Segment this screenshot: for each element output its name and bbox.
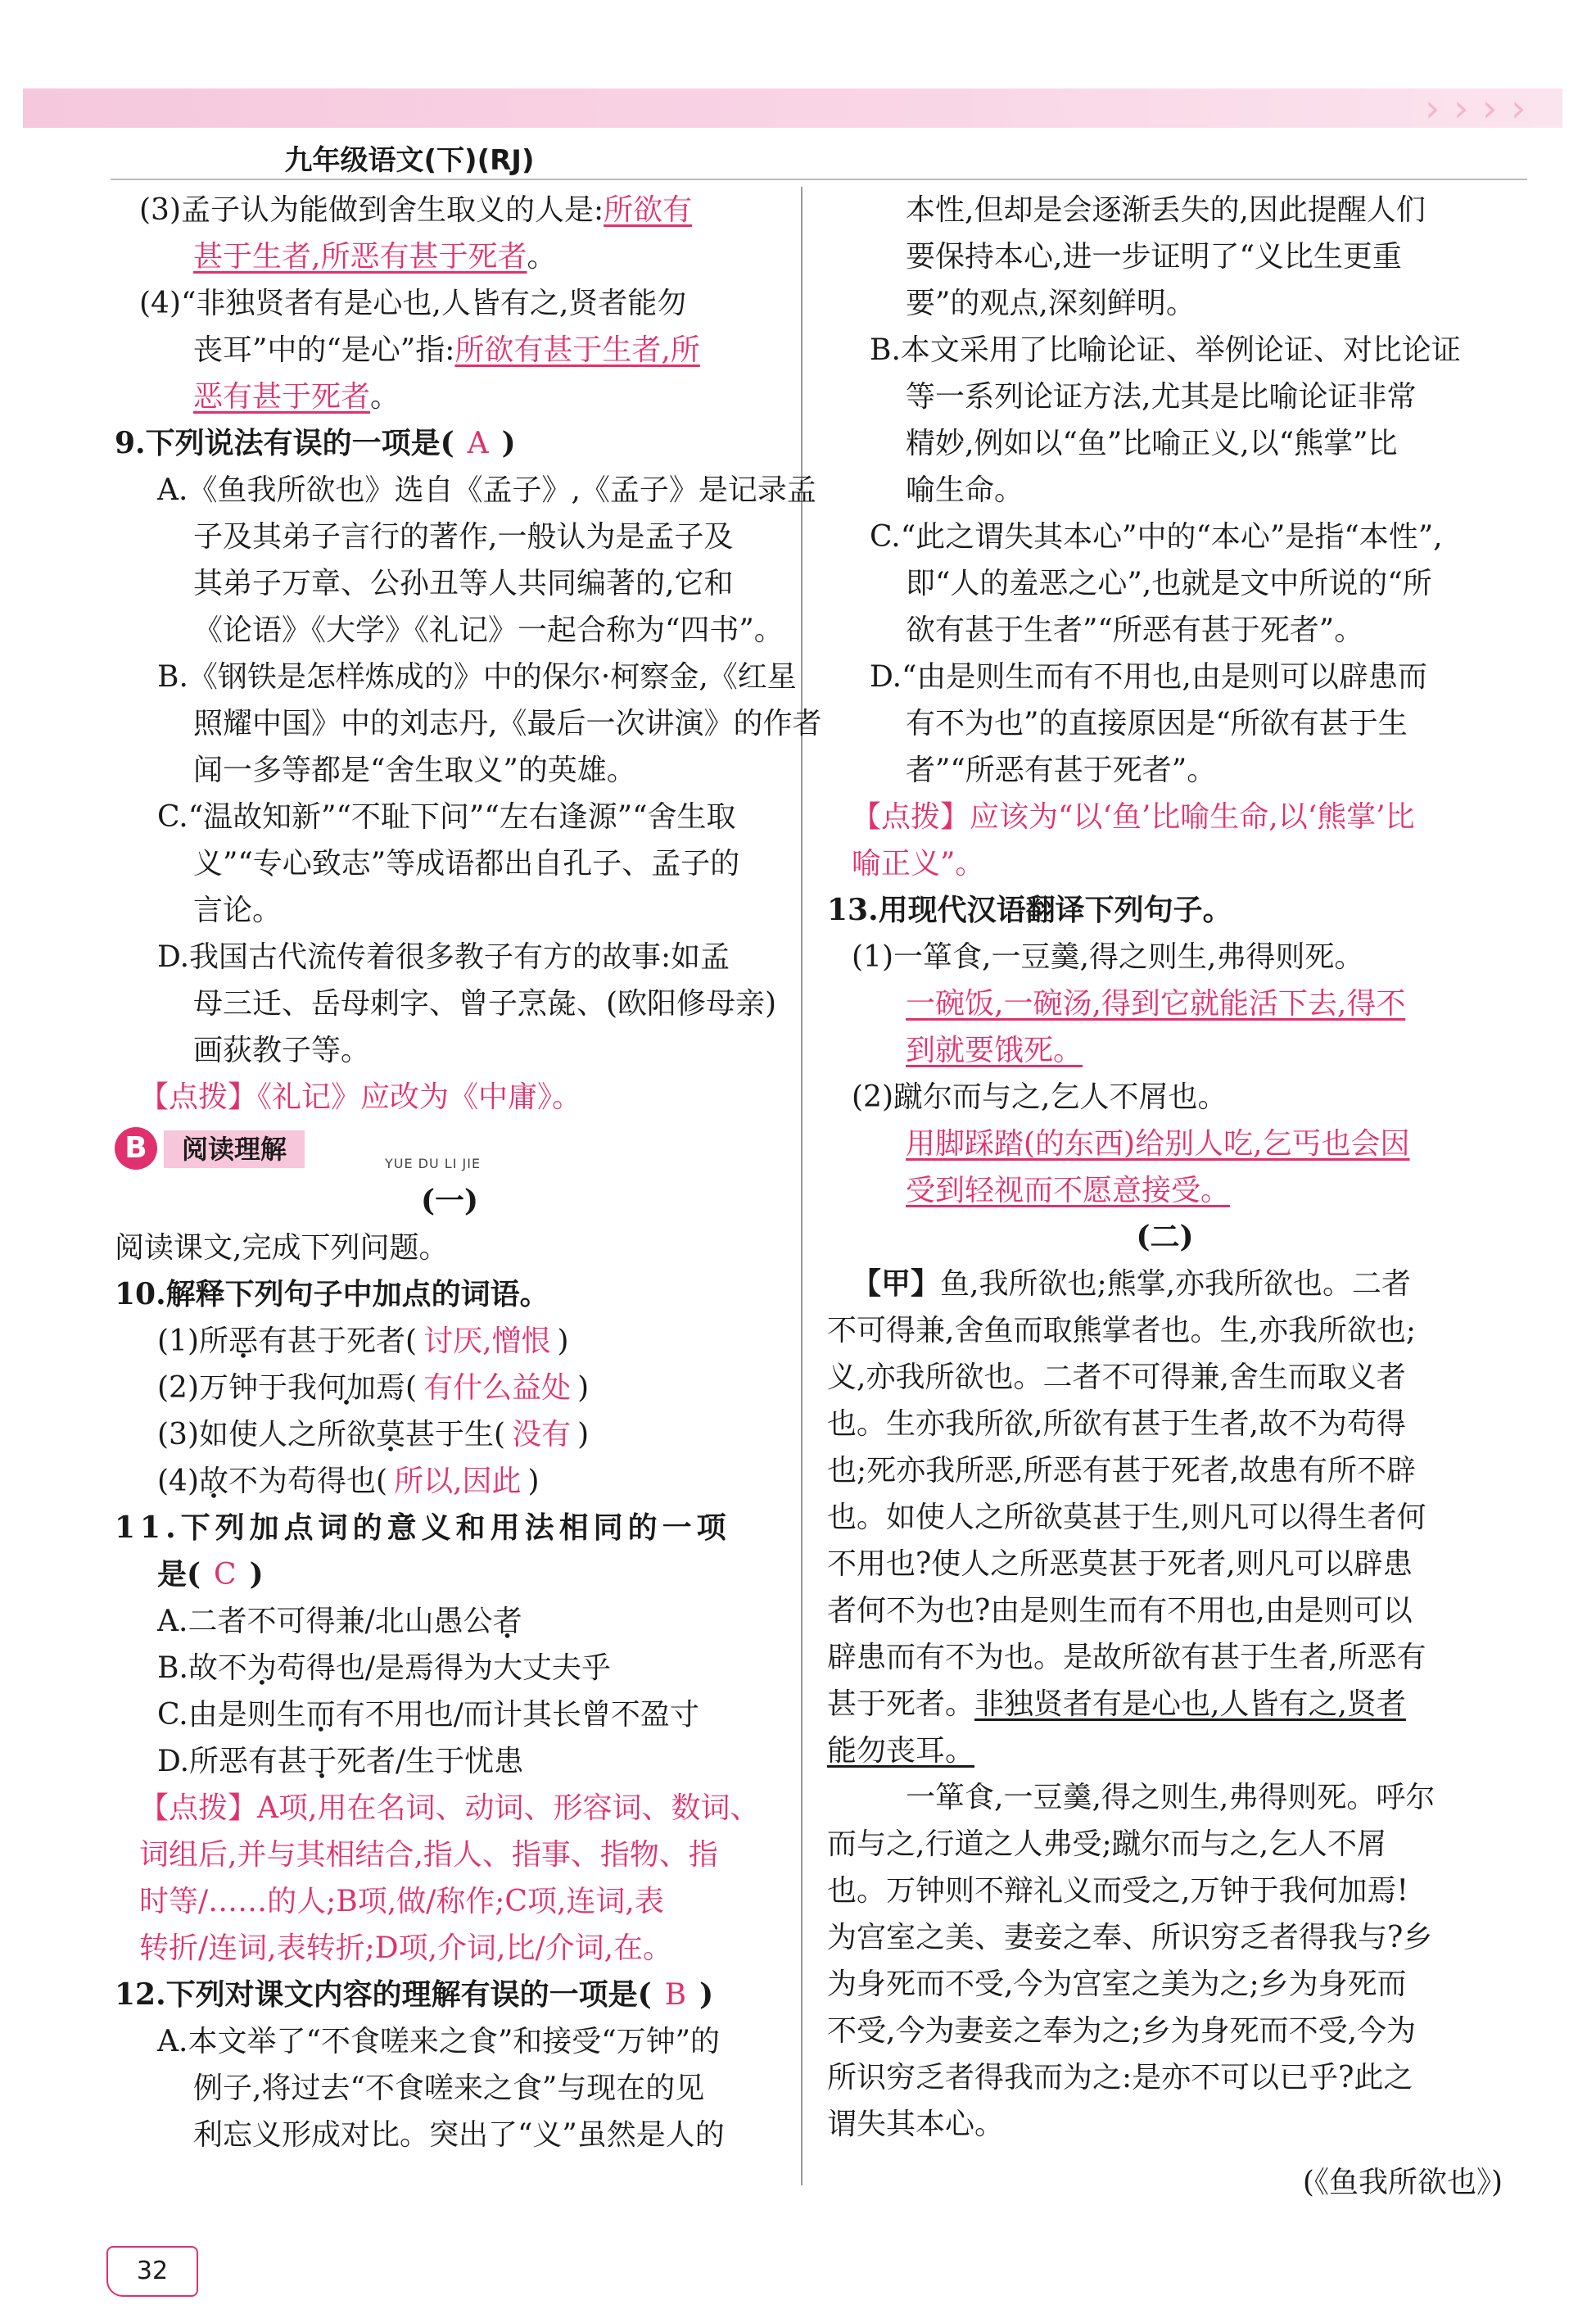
q8-4-line2: 丧耳”中的“是心”指:所欲有甚于生者,所 (193, 333, 700, 367)
q13-stem: 13.用现代汉语翻译下列句子。 (827, 893, 1232, 927)
q11-stem: 11.下列加点词的意义和用法相同的一项 (115, 1510, 731, 1545)
q12-option-a: A.本文举了“不食嗟来之食”和接受“万钟”的 例子,将过去“不食嗟来之食”与现在的见 利忘义形成对比。突出了“义”虽然是人的 (157, 2025, 725, 2152)
header-banner (23, 88, 1562, 128)
q11-option-c: C.由是则生而有不用也/而计其长曾不盈寸 (157, 1698, 699, 1732)
q9-option-a: A.《鱼我所欲也》选自《孟子》,《孟子》是记录孟 子及其弟子言行的著作,一般认为是孟子及 其弟子万章、公孙丑等人共同编著的,它和 《论语》《大学》《礼记》一起合称为“四书”。 (157, 473, 816, 647)
page-number: 32 (106, 2246, 198, 2297)
instruction: 阅读课文,完成下列问题。 (115, 1231, 449, 1265)
section-b-badge (115, 1121, 784, 1178)
q9-hint: 【点拨】《礼记》应改为《中庸》。 (139, 1080, 582, 1114)
passage-underlined-line: 甚于死者。非独贤者有是心也,人皆有之,贤者 (827, 1687, 1406, 1721)
q12-option-a-cont: 本性,但却是会逐渐丢失的,因此提醒人们 要保持本心,进一步证明了“义比生更重 要”的观点,深刻鲜明。 (906, 193, 1426, 320)
chevron-right-icon: › (1425, 86, 1440, 130)
section-subtitle: YUE DU LI JIE (385, 1156, 482, 1171)
chevron-right-icon: › (1482, 86, 1498, 130)
q10-item-1: (1)所恶有甚于死者( 讨厌,憎恨 ) (157, 1325, 569, 1358)
q8-4-line1: (4)“非独贤者有是心也,人皆有之,贤者能勿 (139, 287, 687, 320)
header-divider (111, 179, 1527, 180)
q13-answer-2: 用脚踩踏(的东西)给别人吃,乞丐也会因 受到轻视而不愿意接受。 (906, 1127, 1410, 1207)
q10-stem: 10.解释下列句子中加点的词语。 (115, 1277, 549, 1311)
q9-option-d: D.我国古代流传着很多教子有方的故事:如孟 母三迁、岳母刺字、曾子烹彘、(欧阳修母亲) 画荻教子等。 (157, 940, 777, 1067)
passage-source: (《鱼我所欲也》) (1302, 2166, 1503, 2199)
q11-option-b: B.故不为苟得也/是焉得为大丈夫乎 (157, 1651, 612, 1685)
passage: 【甲】鱼,我所欲也;熊掌,亦我所欲也。二者 不可得兼,舍鱼而取熊掌者也。生,亦我所欲也; 义,亦我所欲也。二者不可得兼,舍生而取义者 也。生亦我所欲,所欲有甚于生者,故不为苟得 也;死亦我所恶,所恶有甚于死者,故患有所不辟 也。如使人之所欲莫甚于生,则凡可以得生者何 不用也?使人之所恶莫甚于死者,则凡可以辟患 者何不为也?由是则生而有不用也,由是则可以 辟患而有不为也。是故所欲有甚于生者,所恶有 甚于死者。非独贤者有是心也,人皆有之,贤者 能勿丧耳。 一箪食,一豆羹,得之则生,弗得则死。呼尔 而与之,行道之人弗受;蹴尔而与之,乞人不屑 也。万钟则不辩礼义而受之,万钟于我何加焉! 为宫室之美、妻妾之奉、所识穷乏者得我与?乡 为身死而不受,今为宫室之美为之;乡为身死而 不受,今为妻妾之奉为之;乡为身死而不受,今为 所识穷乏者得我而为之:是亦不可以已乎?此之 谓失其本心。 (《鱼我所欲也》) (827, 1261, 1503, 2206)
section-letter: B (115, 1127, 157, 1170)
q9-option-c: C.“温故知新”“不耻下问”“左右逢源”“舍生取 义”“专心致志”等成语都出自孔子、孟子的 言论。 (157, 800, 740, 927)
q8-3: (3)孟子认为能做到舍生取义的人是:所欲有 (139, 193, 693, 227)
q11-hint: 【点拨】A项,用在名词、动词、形容词、数词、 词组后,并与其相结合,指人、指事、指物、指 时等/……的人;B项,做/称作;C项,连词,表 转折/连词,表转折;D项,介词,比/介词,在。 (139, 1791, 760, 1965)
q13-sentence-2: (2)蹴尔而与之,乞人不屑也。 (852, 1080, 1228, 1114)
left-column (115, 187, 822, 2158)
chevron-right-icon: › (1454, 86, 1469, 130)
q12-hint: 【点拨】应该为“以‘鱼’比喻生命,以‘熊掌’比 喻正义”。 (852, 800, 1415, 881)
q8-3-cont: 甚于生者,所恶有甚于死者。 (193, 240, 557, 274)
passage-tag: 【甲】 (852, 1266, 941, 1301)
q11-option-d: D.所恶有甚于死者/生于忧患 (157, 1745, 524, 1778)
q12-option-d: D.“由是则生而有不用也,由是则可以辟患而 有不为也”的直接原因是“所欲有甚于生 者”“所恶有甚于死者”。 (870, 660, 1427, 787)
q13-answer-1: 一碗饭,一碗汤,得到它就能活下去,得不 到就要饿死。 (906, 987, 1406, 1067)
part1-title: (一) (420, 1184, 479, 1218)
part2-title: (二) (1136, 1220, 1194, 1254)
q8-4-line3: 恶有甚于死者。 (193, 380, 400, 414)
section-title: 阅读理解 (164, 1130, 305, 1168)
q11-stem-cont: 是( C ) (157, 1557, 264, 1592)
q12-option-b: B.本文采用了比喻论证、举例论证、对比论证 等一系列论证方法,尤其是比喻论证非常 精妙,例如以“鱼”比喻正义,以“熊掌”比 喻生命。 (870, 333, 1461, 507)
q10-item-2: (2)万钟于我何加焉( 有什么益处 ) (157, 1371, 590, 1405)
q10-item-3: (3)如使人之所欲莫甚于生( 没有 ) (157, 1418, 590, 1451)
q10-item-4: (4)故不为苟得也( 所以,因此 ) (157, 1465, 540, 1498)
q13-sentence-1: (1)一箪食,一豆羹,得之则生,弗得则死。 (852, 940, 1364, 974)
q11-option-a: A.二者不可得兼/北山愚公者 (157, 1605, 522, 1638)
chevron-right-icon: › (1511, 86, 1526, 130)
right-column (827, 187, 1503, 2206)
q9-stem: 9.下列说法有误的一项是( A ) (115, 426, 516, 460)
q12-option-c: C.“此之谓失其本心”中的“本心”是指“本性”, 即“人的羞恶之心”,也就是文中所说的“所 欲有甚于生者”“所恶有甚于死者”。 (870, 520, 1443, 647)
q12-stem: 12.下列对课文内容的理解有误的一项是( B ) (115, 1977, 714, 2012)
q9-option-b: B.《钢铁是怎样炼成的》中的保尔·柯察金,《红星 照耀中国》中的刘志丹,《最后一次讲演》的作者 闻一多等都是“舍生取义”的英雄。 (157, 660, 822, 787)
page-header-title: 九年级语文(下)(RJ) (284, 144, 535, 177)
